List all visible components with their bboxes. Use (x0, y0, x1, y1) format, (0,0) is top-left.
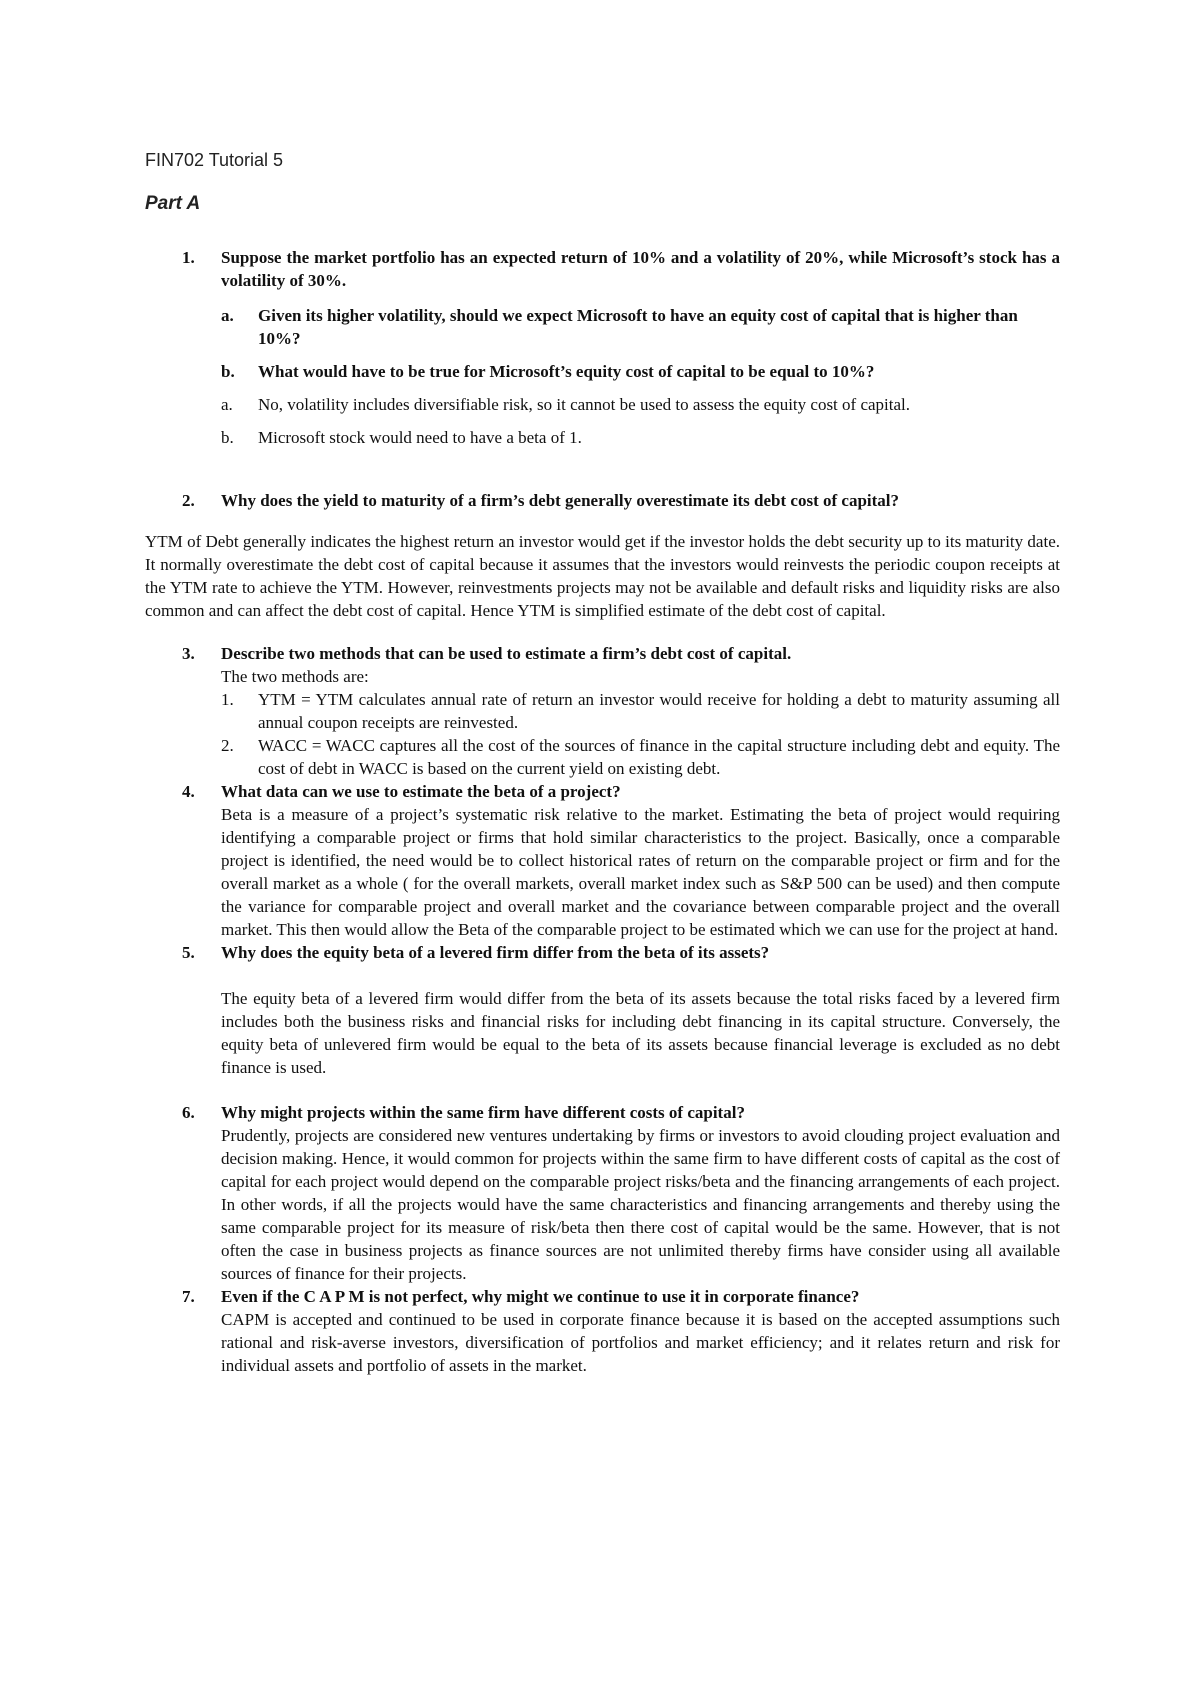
answer-6: Prudently, projects are considered new ventures undertaking by firms or investors to avoid clouding project evaluation and decision making. Hence, it would common for projects within the same firm to have different costs of capital as the cost of capital for each project would depend on the comparable project risks/beta and the financing arrangements of each project. In other words, if all the projects would have the same characteristics and financing arrangements and thereby using the same comparable project for its measure of risk/beta then there cost of capital would be the same. However, that is not often the case in business projects as finance sources are not unlimited thereby firms have consider using all available sources of finance for their projects. (221, 1126, 1060, 1283)
answer-7: CAPM is accepted and continued to be used in corporate finance because it is based on the accepted assumptions such rational and risk-averse investors, diversification of portfolios and market efficiency; and it relates return and risk for individual assets and portfolio of assets in the market. (221, 1310, 1060, 1375)
sub-question-text: What would have to be true for Microsoft’s equity cost of capital to be equal to 10%? (258, 362, 875, 381)
question-text: Suppose the market portfolio has an expected return of 10% and a volatility of 20%, while Microsoft’s stock has a volatility of 30%. (221, 248, 1060, 290)
method-text: WACC = WACC captures all the cost of the sources of finance in the capital structure including debt and equity. The cost of debt in WACC is based on the current yield on existing debt. (258, 736, 1060, 778)
question-1a (221, 304, 1060, 350)
question-5 (145, 941, 1060, 1079)
question-4 (145, 780, 1060, 941)
question-text: Why does the equity beta of a levered firm differ from the beta of its assets? (221, 943, 770, 962)
answer-text: No, volatility includes diversifiable risk, so it cannot be used to assess the equity cost of capital. (258, 395, 911, 414)
question-1 (145, 246, 1060, 449)
question-number: 2. (182, 491, 195, 510)
answer-text: Microsoft stock would need to have a beta of 1. (258, 428, 582, 447)
question-6 (145, 1101, 1060, 1285)
question-1b (221, 360, 1060, 383)
question-number: 5. (182, 943, 195, 962)
method-number: 1. (221, 690, 234, 709)
method-text: YTM = YTM calculates annual rate of return an investor would receive for holding a debt to maturity assuming all annual coupon receipts are reinvested. (258, 690, 1060, 732)
question-number: 7. (182, 1287, 195, 1306)
sub-label: b. (221, 362, 235, 381)
answer-4: Beta is a measure of a project’s systematic risk relative to the market. Estimating the beta of project would requiring identifying a comparable project or firms that hold similar characteristics to the project. Basically, once a comparable project is identified, the need would be to collect historical rates of return on the comparable project or firm and for the overall market as a whole ( for the overall markets, overall market index such as S&P 500 can be used) and then compute the variance for comparable project and overall market and the covariance between comparable project and the overall market. This then would allow the Beta of the comparable project to be estimated which we can use for the project at hand. (221, 805, 1060, 939)
answer-1b (221, 426, 1060, 449)
question-number: 1. (182, 248, 195, 267)
question-number: 3. (182, 644, 195, 663)
question-text: Why might projects within the same firm have different costs of capital? (221, 1103, 745, 1122)
document-title: FIN702 Tutorial 5 (145, 150, 284, 170)
question-text: Even if the C A P M is not perfect, why might we continue to use it in corporate finance? (221, 1287, 860, 1306)
sub-label: a. (221, 306, 234, 325)
part-heading: Part A (145, 193, 201, 214)
question-2 (145, 489, 1060, 512)
answer-intro: The two methods are: (221, 667, 369, 686)
question-number: 4. (182, 782, 195, 801)
sub-question-text: Given its higher volatility, should we expect Microsoft to have an equity cost of capital that is higher than 10%? (258, 306, 1018, 348)
question-text: Why does the yield to maturity of a firm’s debt generally overestimate its debt cost of capital? (221, 491, 899, 510)
document-content (145, 246, 1060, 1377)
question-text: What data can we use to estimate the beta of a project? (221, 782, 621, 801)
question-text: Describe two methods that can be used to estimate a firm’s debt cost of capital. (221, 644, 792, 663)
answer-5: The equity beta of a levered firm would differ from the beta of its assets because the total risks faced by a levered firm includes both the business risks and financial risks for including debt financing in its capital structure. Conversely, the equity beta of unlevered firm would be equal to the beta of its assets because financial leverage is excluded as no debt finance is used. (221, 989, 1060, 1077)
answer-label: a. (221, 395, 233, 414)
answer-2: YTM of Debt generally indicates the highest return an investor would get if the investor holds the debt security up to its maturity date. It normally overestimate the debt cost of capital because it assumes that the investors would reinvests the periodic coupon receipts at the YTM rate to achieve the YTM. However, reinvestments projects may not be available and default risks and liquidity risks are also common and can affect the debt cost of capital. Hence YTM is simplified estimate of the debt cost of capital. (145, 532, 1060, 620)
method-number: 2. (221, 736, 234, 755)
answer-label: b. (221, 428, 234, 447)
method-1 (221, 688, 1060, 734)
question-7 (145, 1285, 1060, 1377)
answer-1a (221, 393, 1060, 416)
question-number: 6. (182, 1103, 195, 1122)
question-3 (145, 642, 1060, 780)
method-2 (221, 734, 1060, 780)
